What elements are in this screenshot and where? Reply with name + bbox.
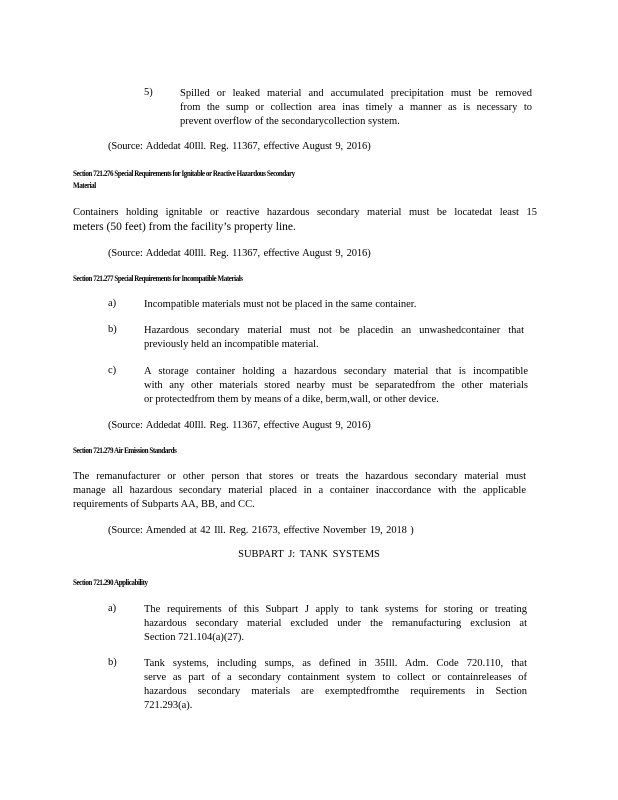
item-5-line: prevent overflow of the secondarycollection system. [180, 116, 400, 127]
item-c-text [144, 365, 528, 407]
section-header-721-279: Section 721.279 Air Emission Standards [73, 446, 177, 455]
item-a-text [144, 298, 532, 312]
section-721-276-body [73, 206, 537, 234]
item-b-text [144, 657, 527, 713]
item-label-5: 5) [144, 87, 153, 98]
section-header-721-276-cont: Material [73, 181, 96, 190]
section-header-721-276: Section 721.276 Special Requirements for Ignitable or Reactive Hazardous Secondary [73, 169, 295, 178]
item-line: hazardous secondary material excluded under the remanufacturing exclusion at [144, 618, 527, 629]
item-label-a: a) [108, 603, 117, 614]
item-a-text [144, 603, 527, 645]
item-line: Incompatible materials must not be placed in the same container. [144, 299, 417, 310]
item-line: Section 721.104(a)(27). [144, 632, 245, 643]
item-label-b: b) [108, 657, 117, 668]
subpart-title: SUBPART J: TANK SYSTEMS [238, 549, 380, 560]
source-note: (Source: Addedat 40Ill. Reg. 11367, effective August 9, 2016) [108, 248, 371, 259]
item-5-line: from the sump or collection area inas timely a manner as is necessary to [180, 102, 532, 113]
item-line: Tank systems, including sumps, as defined in 35Ill. Adm. Code 720.110, that [144, 658, 527, 669]
item-label-c: c) [108, 365, 117, 376]
item-5-line: Spilled or leaked material and accumulated precipitation must be removed [180, 88, 532, 99]
section-header-721-277: Section 721.277 Special Requirements for Incompatible Materials [73, 274, 243, 283]
item-line: serve as part of a secondary containment system to collect or containreleases of [144, 672, 527, 683]
item-line: A storage container holding a hazardous secondary material that is incompatible [144, 366, 528, 377]
item-label-b: b) [108, 324, 117, 335]
item-line: previously held an incompatible material. [144, 339, 319, 350]
body-line: requirements of Subparts AA, BB, and CC. [73, 499, 255, 510]
section-721-279-body [73, 470, 526, 512]
source-note: (Source: Addedat 40Ill. Reg. 11367, effective August 9, 2016) [108, 141, 371, 152]
item-line: hazardous secondary materials are exemptedfromthe requirements in Section [144, 686, 527, 697]
body-line: The remanufacturer or other person that stores or treats the hazardous secondary material must [73, 471, 526, 482]
body-line: manage all hazardous secondary material placed in a container inaccordance with the applicable [73, 485, 526, 496]
item-b-text [144, 324, 524, 352]
item-line: Hazardous secondary material must not be placedin an unwashedcontainer that [144, 325, 524, 336]
source-note: (Source: Amended at 42 Ill. Reg. 21673, effective November 19, 2018 ) [108, 525, 414, 536]
section-header-721-290: Section 721.290 Applicability [73, 578, 148, 587]
item-line: or protectedfrom them by means of a dike, berm,wall, or other device. [144, 394, 439, 405]
item-5-text [180, 87, 532, 129]
item-label-a: a) [108, 298, 117, 309]
item-line: with any other materials stored nearby must be separatedfrom the other materials [144, 380, 528, 391]
body-line: Containers holding ignitable or reactive hazardous secondary material must be locatedat least 15 [73, 207, 537, 218]
source-note: (Source: Addedat 40Ill. Reg. 11367, effective August 9, 2016) [108, 420, 371, 431]
item-line: The requirements of this Subpart J apply to tank systems for storing or treating [144, 604, 527, 615]
body-line: meters (50 feet) from the facility’s property line. [73, 221, 296, 233]
item-line: 721.293(a). [144, 700, 193, 711]
